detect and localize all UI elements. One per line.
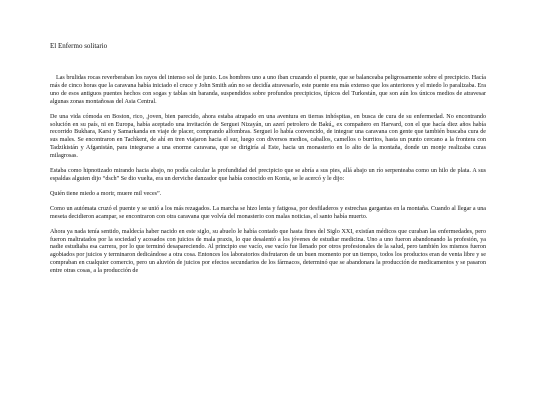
document-body bbox=[50, 75, 486, 283]
paragraph-2: De una vida cómoda en Boston, rico, ,joven, bien parecido, ahora estaba atrapado en una aventura en tierras inhóspitas, en busca de cura de su enfermedad. No encontrando solución en su país, ni en Europa, había aceptado una invitación de Serguei Nizayán, un azerí petrolero de Bakú,, ex compañero en Harvard, con el que hacía diez años había recorrido Bukhara, Karsi y Samarkanda en viaje de placer, comprando alfombras. Serguei lo había convencido, de integrar una caravana con gente que también buscaba cura de sus males. Se encontraron en Tachkent, de ahí en tren viajaron hacia el sur, luego con diversos medios, caballos, camellos o burritos, hasta un punto cercano a la frontera con Tadzikistán y Afganistán, para integrarse a una enorme caravana, que se dirigiría al Este, hacia un monasterio en lo alto de la montaña, donde un monje realizaba curas milagrosas. bbox=[50, 113, 486, 160]
paragraph-1: Las brulidas rocas reverberaban los rayos del intenso sol de junio. Los hombres uno a uno iban cruzando el puente, que se balanceaba peligrosamente sobre el precipicio. Hacía más de cinco horas que la caravana había iniciado el cruce y John Smith aún no se decidía atravesarlo, este puente era más extenso que los anteriores y el miedo lo paralizaba. Era uno de esos antiguos puentes hechos con sogas y tablas sin baranda, suspendidos sobre profundos precipicios, típicos del Turkestán, que son aún los únicos medios de atravesar algunas zonas montañosas del Asia Central. bbox=[50, 75, 486, 105]
paragraph-6: Ahora ya nada tenía sentido, maldecía haber nacido en este siglo, su abuelo le había contado que hasta fines del Siglo XXI, existían médicos que curaban las enfermedades, pero fueron maltratados por la sociedad y acosados con juicios de mala praxis, lo que desalentó a los jóvenes de estudiar medicina. Uno a uno fueron abandonando la profesión, ya nadie estudiaba esa carrera, por lo que terminó desapareciendo. Al principio ese vacío, ese vacío fue llenado por otros profesionales de la salud, pero también los mismos fueron agobiados por juicios y terminaron dedicándose a otra cosa. Entonces los laboratorios disfrutaron de un buen momento por un tiempo, todos los productos eran de venta libre y se compraban en cualquier comercio, pero un aluvión de juicios por efectos secundarios de los fármacos, determinó que se abandonara la producción de medicamentos y se pasaron entre otras cosas, a la producción de bbox=[50, 228, 486, 275]
paragraph-4: Quién tiene miedo a morir, muere mil veces”. bbox=[50, 190, 162, 197]
document-title: El Enfermo solitario bbox=[50, 42, 108, 50]
paragraph-3: Estaba como hipnotizado mirando hacia abajo, no podía calcular la profundidad del precipicio que se abría a sus pies, allá abajo un río serpenteaba como un hilo de plata. A sus espaldas alguien dijo “dsch” Se dio vuelta, era un derviche danzador que había conocido en Konia, se le acercó y le dijo: bbox=[50, 168, 486, 182]
paragraph-5: Como un autómata cruzó el puente y se unió a los más rezagados. La marcha se hizo lenta y fatigosa, por desfiladeros y estrechas gargantas en la montaña. Cuando al llegar a una meseta decidieron acampar, se encontraron con otra caravana que volvía del monasterio con malas noticias, el santo había muerto. bbox=[50, 205, 486, 220]
